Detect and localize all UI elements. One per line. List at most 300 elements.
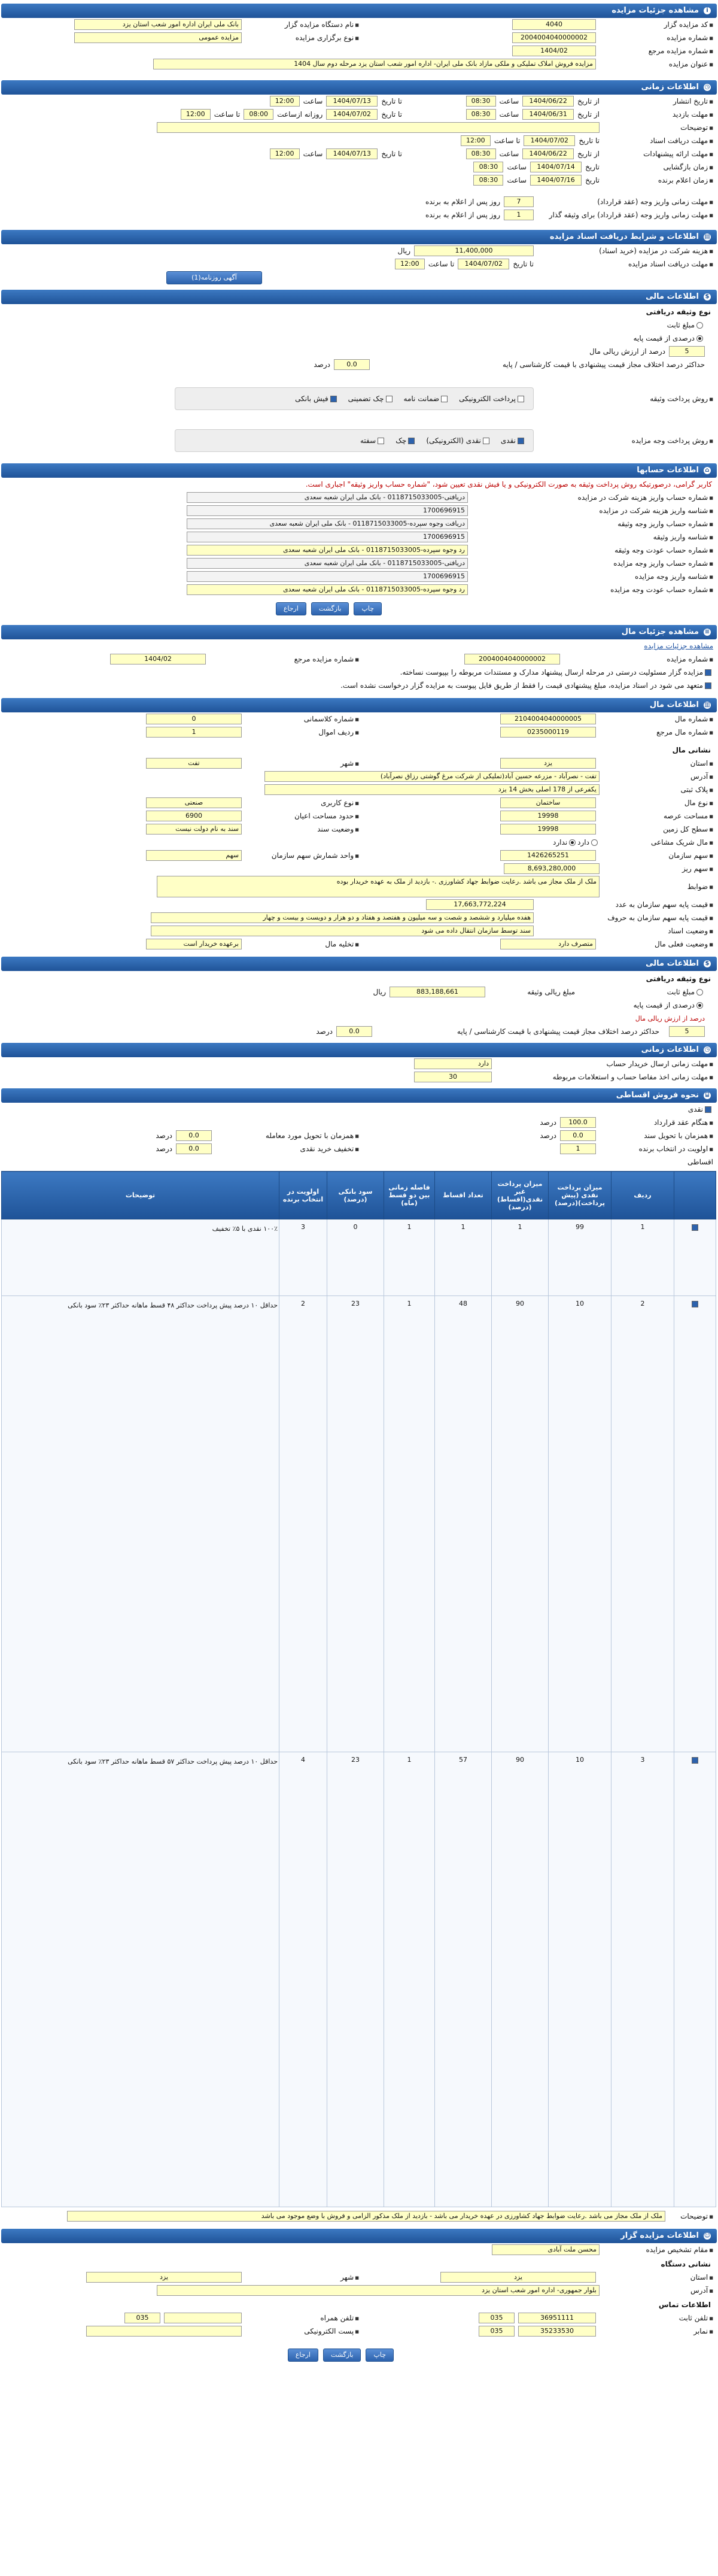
row-final-price <box>1 898 717 911</box>
percent-base2-label: درصدی از قیمت پایه <box>633 1001 695 1009</box>
account-field: 1700696915 <box>187 505 468 516</box>
item-auction-no-field: 2004004040000002 <box>464 654 560 665</box>
fax-label: ■ نمابر <box>600 2327 713 2335</box>
percent-base2-radio[interactable] <box>696 1002 703 1009</box>
account-row <box>1 570 717 583</box>
deposit-method-cheque-label: چک تضمینی <box>348 395 384 403</box>
fixed-amount2-radio[interactable] <box>696 989 703 996</box>
contact-address-title: نشانی دستگاه <box>661 2260 711 2268</box>
cell-gap: 1 <box>384 1219 435 1296</box>
row-area <box>1 809 717 823</box>
bid-from-field: 1404/06/22 <box>522 148 574 159</box>
account-label: ■ شماره حساب عودت وجه مزایده <box>468 585 713 594</box>
col-desc: توضیحات <box>2 1172 279 1219</box>
sale-notes-field: ملک از ملک مجاز می باشد .رعایت ضوابط جهاد کشاورزی در عهده خریدار می باشد - بازدید از ملک مذکور الزامی و فروش با وضع موجود می باشد <box>67 2211 665 2222</box>
ref-no-label: ■ شماره مال مرجع <box>600 728 713 736</box>
opening-time-field: 08:30 <box>473 162 503 172</box>
money-icon: $ <box>704 960 711 967</box>
publish-date-label: ■ تاریخ انتشار <box>600 97 713 105</box>
bid-discount-unit: درصد <box>156 1145 172 1153</box>
percent-hint2: درصد از ارزش ریالی مال <box>635 1014 705 1022</box>
address-label: ■ آدرس <box>600 772 713 781</box>
visit-time-field: 08:30 <box>466 109 496 120</box>
winner-payment-suffix: روز پس از اعلام به برنده <box>425 198 500 206</box>
fixed-amount-radio[interactable] <box>696 322 703 329</box>
cell-interest: 23 <box>327 1752 384 2207</box>
status-label: ■ وضعیت سند <box>245 825 359 833</box>
land-area-label: ■ سطح کل زمین <box>600 825 713 833</box>
email-field <box>86 2326 242 2337</box>
contact-address-label: ■ آدرس <box>600 2286 713 2295</box>
visit-daily-to-field: 12:00 <box>181 109 211 120</box>
row-plaque <box>1 783 717 796</box>
opening-date-field: 1404/07/14 <box>530 162 582 172</box>
opening-label: ■ زمان بازگشایی <box>600 163 713 171</box>
property-title: اطلاعات مال <box>649 700 699 709</box>
clock-icon: ◷ <box>704 84 710 90</box>
installment-table <box>1 1171 716 2207</box>
row-contact-address <box>1 2284 717 2297</box>
priority-label: ■ اولویت در انتخاب برنده <box>600 1145 713 1153</box>
account-row <box>1 504 717 517</box>
refer-button[interactable]: ارجاع <box>276 602 306 615</box>
row-notes <box>1 121 717 134</box>
auction-type-field: مزایده عمومی <box>74 32 242 43</box>
col-noncash: میزان پرداخت غیر نقدی(اقساط) (درصد) <box>492 1172 549 1219</box>
percent-value-field: 5 <box>669 346 705 357</box>
fixed-amount2-field: 883,188,661 <box>390 987 485 997</box>
evacuate-label: ■ تخلیه مال <box>245 940 359 948</box>
email-label: ■ پست الکترونیکی <box>245 2327 359 2335</box>
list-icon: ≡ <box>704 629 710 635</box>
account-field: 1700696915 <box>187 532 468 542</box>
cell-idx: 2 <box>611 1296 674 1752</box>
share-label: ■ مال شریک مشاعی <box>600 838 713 846</box>
share-unit-field: سهم <box>146 850 242 861</box>
row-item-ref <box>1 653 717 666</box>
row-reference-number <box>1 44 717 57</box>
cart-icon: ⌸ <box>704 1092 711 1099</box>
timing-section-header <box>1 80 717 95</box>
fixed-amount-label: مبلغ ثابت <box>667 321 695 329</box>
publish-time-label: ساعت <box>499 97 519 105</box>
cell-gap: 1 <box>384 1296 435 1752</box>
col-priority: اولویت در انتخاب برنده <box>279 1172 327 1219</box>
use-type-field: صنعتی <box>146 797 242 808</box>
deposit-method-electronic-check[interactable] <box>518 396 524 402</box>
col-gap: فاصله زمانی بین دو قسط (ماه) <box>384 1172 435 1219</box>
deposit-method-electronic[interactable] <box>459 395 526 403</box>
item-auction-no-label: ■ شماره مزایده <box>564 655 713 663</box>
share-no-label: ندارد <box>553 838 568 846</box>
contact-province-field: یزد <box>440 2272 596 2283</box>
row-item-check1 <box>1 666 717 679</box>
row-address <box>1 770 717 783</box>
contact-button-bar <box>1 2343 717 2368</box>
auction-title-field: مزایده فروش املاک تملیکی و ملکی مازاد بانک ملی ایران- اداره امور شعب استان یزد مرحله دوم سال 1404 <box>153 59 596 69</box>
current-status-label: ■ وضعیت فعلی مال <box>600 940 713 948</box>
row-select-cell <box>674 1752 716 2207</box>
evacuate-field: برعهده خریدار است <box>146 939 242 949</box>
area-field: 19998 <box>500 811 596 821</box>
item-check1-box[interactable] <box>705 669 711 676</box>
contact-city-field: یزد <box>86 2272 242 2283</box>
item-check1-label: مزایده گزار مسئولیت درستی در مرحله ارسال پیشنهاد مدارک و مستندات مربوطه را بپیوست نساخته. <box>400 668 703 676</box>
max-diff-unit: درصد <box>314 360 330 369</box>
print-button[interactable]: چاپ <box>366 2349 394 2362</box>
payment-method-note[interactable] <box>360 436 386 445</box>
notes-label: ■ توضیحات <box>600 123 713 132</box>
row-fax <box>1 2325 717 2338</box>
bid-deadline-label: ■ مهلت ارائه پیشنهادات <box>600 150 713 158</box>
sale-section-header <box>1 1088 717 1103</box>
row-percent-hint2 <box>1 1012 717 1025</box>
item-no-label: ■ شماره مال <box>600 715 713 723</box>
reference-number-field: 1404/02 <box>512 45 596 56</box>
payment-method-cash-label: نقدی <box>500 436 516 445</box>
row-publish <box>1 95 717 108</box>
row-delivery-days <box>1 1070 717 1084</box>
auction-code-field: 4040 <box>512 19 596 30</box>
row-select-check[interactable] <box>692 1301 698 1307</box>
finance-section-header <box>1 290 717 304</box>
row-select-cell <box>674 1219 716 1296</box>
priority-field: 1 <box>560 1143 596 1154</box>
view-auction-details-link[interactable]: مشاهده جزئیات مزایده <box>644 642 713 650</box>
winner-time-field: 08:30 <box>473 175 503 186</box>
winner-date-label: تاریخ <box>585 176 600 184</box>
doc-status-field: سند توسط سازمان انتقال داده می شود <box>151 926 534 936</box>
row-item-no <box>1 712 717 726</box>
deposit-type2-label: نوع وثیقه دریافتی <box>646 975 711 983</box>
row-org <box>1 2243 717 2256</box>
row-province <box>1 757 717 770</box>
contact-province-label: ■ استان <box>600 2273 713 2281</box>
row-deposit-method <box>1 387 717 411</box>
col-select <box>674 1172 716 1219</box>
contract-unit: درصد <box>540 1118 556 1127</box>
max-diff-label: حداکثر درصد اختلاف مجاز قیمت پیشنهادی با قیمت کارشناسی / پایه <box>502 360 705 369</box>
auction-number-label: ■ شماره مزایده <box>600 34 713 42</box>
bid-to-time-label: ساعت <box>303 150 323 158</box>
row-doc-status <box>1 924 717 937</box>
auctioneer-name-field: بانک ملی ایران اداره امور شعب استان یزد <box>74 19 242 30</box>
bid-from-label: از تاریخ <box>577 150 600 158</box>
row-auction-number <box>1 31 717 44</box>
visit-daily-to-label: تا ساعت <box>214 110 241 119</box>
row-max-diff <box>1 358 717 371</box>
auctioneer-name-label: ■ نام دستگاه مزایده گزار <box>245 20 359 29</box>
ref-no-field: 0235000119 <box>500 727 596 738</box>
winner-second-suffix: روز پس از اعلام به برنده <box>425 211 500 219</box>
visit-to-field: 1404/07/02 <box>326 109 378 120</box>
max-diff-field: 0.0 <box>334 359 370 370</box>
payment-method-electronic-check[interactable] <box>483 438 489 444</box>
sale-delivery2-label: ■ همزمان با تحویل مورد معامله <box>215 1131 359 1140</box>
row-share-val <box>1 849 717 862</box>
money-icon: $ <box>704 293 711 301</box>
fee-unit: ریال <box>397 247 410 255</box>
share-no-radio[interactable] <box>569 839 576 846</box>
doc-receive-time-field: 12:00 <box>461 135 491 146</box>
payment-method-electronic[interactable] <box>426 436 491 445</box>
doc-receive-to-label: تا تاریخ <box>579 136 600 145</box>
deposit-method-guarantee-check[interactable] <box>441 396 448 402</box>
winner-payment-days-field: 7 <box>504 196 534 207</box>
deposit-method-receipt[interactable] <box>295 395 338 403</box>
account-field: رد وجوه سپرده-0118715033005 - بانک ملی ایران شعبه سعدی <box>187 545 468 556</box>
account-label: ■ شناسه واریز وثیقه <box>468 533 713 541</box>
building-type-label: ■ نوع مال <box>600 799 713 807</box>
back-button[interactable]: بازگشت <box>323 2349 361 2362</box>
cell-noncash: 90 <box>492 1752 549 2207</box>
delivery-field: دارد <box>414 1058 492 1069</box>
row-fixed-amount <box>1 318 717 332</box>
row-visit <box>1 108 717 121</box>
contract-field: 100.0 <box>560 1117 596 1128</box>
col-idx: ردیف <box>611 1172 674 1219</box>
sale-delivery-label: ■ همزمان با تحویل سند <box>600 1131 713 1140</box>
bid-to-time-field: 12:00 <box>270 148 300 159</box>
final-price-label: ■ قیمت پایه سهم سازمان به عدد <box>534 900 713 909</box>
item-details-title: مشاهده جزئیات مال <box>621 627 699 636</box>
auction-type-label: ■ نوع برگزاری مزایده <box>245 34 359 42</box>
opening-date-label: تاریخ <box>585 163 600 171</box>
show-ad-button[interactable]: آگهی روزنامه(1) <box>166 271 262 284</box>
auction-code-label: ■ کد مزایده گزار <box>600 20 713 29</box>
max-diff2-label: حداکثر درصد اختلاف مجاز قیمت پیشنهادی با قیمت کارشناسی / پایه <box>457 1027 659 1036</box>
contract-label: ■ هنگام عقد قرارداد <box>600 1118 713 1127</box>
account-row <box>1 544 717 557</box>
table-row <box>2 1219 716 1296</box>
cell-desc: حداقل ۱۰ درصد پیش پرداخت حداکثر ۵۷ قسط ماهانه حداکثر ۲۳٪ سود بانکی <box>2 1752 279 2207</box>
phone-code-field: 035 <box>479 2313 515 2323</box>
contact-city-label: ■ شهر <box>245 2273 359 2281</box>
timing2-title: اطلاعات زمانی <box>641 1045 699 1054</box>
deposit-method-receipt-label: فیش بانکی <box>295 395 328 403</box>
doc-status-label: ■ وضعیت اسناد <box>534 927 713 935</box>
row-doc-receive <box>1 134 717 147</box>
fee-deadline-label: ■ مهلت دریافت اسناد مزایده <box>534 260 713 268</box>
payment-method-box <box>175 429 534 452</box>
account-row <box>1 517 717 530</box>
deposit-method-receipt-check[interactable] <box>330 396 337 402</box>
account-row <box>1 557 717 570</box>
price-words-label: ■ قیمت پایه سهم سازمان به حروف <box>534 914 713 922</box>
publish-to-time-label: ساعت <box>303 97 323 105</box>
account-label: ■ شماره حساب واریز هزینه شرکت در مزایده <box>468 493 713 502</box>
fixed-amount2-unit: ریال <box>373 988 386 996</box>
visit-from-field: 1404/06/31 <box>522 109 574 120</box>
row-select-check[interactable] <box>692 1757 698 1764</box>
col-cash: میزان پرداخت نقدی (پیش پرداخت)(درصد) <box>549 1172 611 1219</box>
row-auction-code <box>1 18 717 31</box>
deposit-method-guarantee[interactable] <box>404 395 450 403</box>
payment-method-cash[interactable] <box>501 436 526 445</box>
cell-priority: 3 <box>279 1219 327 1296</box>
item-check2-box[interactable] <box>705 682 711 689</box>
percent-base-radio[interactable] <box>696 335 703 342</box>
bid-time-label: ساعت <box>499 150 519 158</box>
fixed-amount2-label: مبلغ ثابت <box>667 988 695 996</box>
sale-title: نحوه فروش اقساطی <box>616 1091 699 1100</box>
finance2-section-header <box>1 957 717 971</box>
winner-time-label: ساعت <box>507 176 527 184</box>
row-winner <box>1 174 717 187</box>
doc-fee-section-header <box>1 230 717 244</box>
item-details-section-header <box>1 625 717 639</box>
publish-from-label: از تاریخ <box>577 97 600 105</box>
payment-method-note-check[interactable] <box>378 438 384 444</box>
phone-field: 36951111 <box>518 2313 596 2323</box>
built-area-field: 6900 <box>146 811 242 821</box>
item-no-field: 2104004040000005 <box>500 714 596 724</box>
cash-check[interactable] <box>705 1106 711 1113</box>
row-sale-notes <box>1 2210 717 2223</box>
address-field: تفت - نصرآباد - مزرعه حسین آباد(تملیکی از شرکت مرغ گوشتی رزاق نصرآباد) <box>264 771 600 782</box>
payment-method-cash-check[interactable] <box>518 438 524 444</box>
doc-fee-title: اطلاعات و شرایط دریافت اسناد مزایده <box>549 232 699 241</box>
rule-label: ■ ضوابط <box>600 882 713 891</box>
percent-value2-field: 5 <box>669 1026 705 1037</box>
final-price-field: 17,663,772,224 <box>426 899 534 910</box>
max-diff2-field: 0.0 <box>336 1026 372 1037</box>
fax-field: 35233530 <box>518 2326 596 2337</box>
accounts-button-bar <box>1 596 717 621</box>
cell-cash: 10 <box>549 1296 611 1752</box>
accounts-section-header <box>1 463 717 478</box>
built-area-label: ■ حدود مساحت اعیان <box>245 812 359 820</box>
mobile-code-field: 035 <box>124 2313 160 2323</box>
cell-noncash: 1 <box>492 1219 549 1296</box>
winner-payment-label: ■ مهلت زمانی واریز وجه (عقد قرارداد) <box>534 198 713 206</box>
fee-label: ■ هزینه شرکت در مزایده (خرید اسناد) <box>534 247 713 255</box>
plaque-field: یکفرعی از 178 اصلی بخش 14 یزد <box>264 784 600 795</box>
class-count-field: 0 <box>146 714 242 724</box>
delivery-days-label: ■ مهلت زمانی اخذ مفاصا حساب و استعلامات مربوطه <box>492 1073 713 1081</box>
cell-interest: 0 <box>327 1219 384 1296</box>
row-item-link <box>1 639 717 653</box>
row-cash <box>1 1103 717 1116</box>
payment-method-cheque-check[interactable] <box>408 438 415 444</box>
sale-notes-label: ■ توضیحات <box>665 2212 713 2220</box>
base-price-label: ■ سهم ریز <box>600 864 713 873</box>
auction-number-field: 2004004040000002 <box>512 32 596 43</box>
cell-count: 48 <box>435 1296 492 1752</box>
price-words-field: هفده میلیارد و ششصد و شصت و سه میلیون و هفتصد و هفتاد و دو هزار و دویست و بیست و چهار <box>151 912 534 923</box>
sale-delivery-unit: درصد <box>540 1131 556 1140</box>
row-percent-base <box>1 332 717 345</box>
row-contract <box>1 1116 717 1129</box>
property-section-header <box>1 698 717 712</box>
row-fee <box>1 244 717 257</box>
fee-to-label: تا تاریخ <box>513 260 534 268</box>
row-delivery <box>1 1057 717 1070</box>
land-area-field: 19998 <box>500 824 596 835</box>
base-price-field: 8,693,280,000 <box>504 863 600 874</box>
account-label: ■ شناسه واریز وجه مزایده <box>468 572 713 581</box>
percent-base-label: درصدی از قیمت پایه <box>633 334 695 342</box>
row-percent-base2 <box>1 999 717 1012</box>
document-icon: ▤ <box>704 233 710 240</box>
row-share <box>1 836 717 849</box>
share-yes-radio[interactable] <box>591 839 598 846</box>
mobile-label: ■ تلفن همراه <box>245 2314 359 2322</box>
row-price-words <box>1 911 717 924</box>
contact-title: اطلاعات مزایده گزار <box>620 2231 699 2240</box>
account-field: دریافتی-0118715033005 - بانک ملی ایران شعبه سعدی <box>187 492 468 503</box>
delivery-label: ■ مهلت زمانی ارسال خریدار حساب <box>492 1060 713 1068</box>
back-button[interactable]: بازگشت <box>311 602 349 615</box>
winner-second-label: ■ مهلت زمانی واریز وجه (عقد قرارداد) برای وثیقه گذار <box>534 211 713 219</box>
share-yes-label: دارد <box>577 838 589 846</box>
visit-daily-label: روزانه ازساعت <box>277 110 323 119</box>
visit-from-label: از تاریخ <box>577 110 600 119</box>
plaque-label: ■ پلاک ثبتی <box>600 785 713 794</box>
details-title: مشاهده جزئیات مزایده <box>611 6 699 15</box>
cell-count: 57 <box>435 1752 492 2207</box>
refer-button[interactable]: ارجاع <box>288 2349 318 2362</box>
winner-second-days-field: 1 <box>504 210 534 220</box>
user-icon: ☺ <box>704 2232 711 2239</box>
account-label: ■ شناسه واریز هزینه شرکت در مزایده <box>468 506 713 515</box>
cell-priority: 4 <box>279 1752 327 2207</box>
row-select-check[interactable] <box>692 1224 698 1231</box>
fee-time-label: تا ساعت <box>428 260 455 268</box>
row-land-area <box>1 823 717 836</box>
row-payment-method <box>1 429 717 453</box>
installment-header-row <box>2 1172 716 1219</box>
row-auction-title <box>1 57 717 71</box>
row-ref-no <box>1 726 717 739</box>
table-row <box>2 1296 716 1752</box>
deposit-method-cheque-check[interactable] <box>386 396 393 402</box>
details-section-header <box>1 4 717 18</box>
visit-to-label: تا تاریخ <box>381 110 402 119</box>
item-ref-label: ■ شماره مزایده مرجع <box>209 655 359 663</box>
deposit-method-label: ■ روش پرداخت وثیقه <box>534 395 713 403</box>
row-use-type <box>1 796 717 809</box>
cell-idx: 3 <box>611 1752 674 2207</box>
sale-delivery-field: 0.0 <box>560 1130 596 1141</box>
share-val-label: ■ سهم سازمان <box>600 851 713 860</box>
payment-method-cheque[interactable] <box>395 436 416 445</box>
address-title: نشانی مال <box>672 746 711 754</box>
print-button[interactable]: چاپ <box>354 602 382 615</box>
account-label: ■ شماره حساب واریز وجه مزایده <box>468 559 713 568</box>
rule-field: ملک از ملک مجاز می باشد .رعایت ضوابط جهاد کشاورزی .- بازدید از ملک به عهده خریدار بوده <box>157 876 600 897</box>
col-interest: سود بانکی (درصد) <box>327 1172 384 1219</box>
auction-title-label: ■ عنوان مزایده <box>600 60 713 68</box>
row-delivery-sale <box>1 1129 717 1142</box>
col-count: تعداد اقساط <box>435 1172 492 1219</box>
winner-date-field: 1404/07/16 <box>530 175 582 186</box>
area-label: ■ مساحت عرصه <box>600 812 713 820</box>
city-field: تفت <box>146 758 242 769</box>
cell-idx: 1 <box>611 1219 674 1296</box>
contact-info-title: اطلاعات تماس <box>658 2301 711 2309</box>
deposit-method-cheque[interactable] <box>348 395 394 403</box>
cell-desc: ۱۰۰٪ نقدی با ۵٪ تخفیف <box>2 1219 279 1296</box>
page <box>1 4 717 2368</box>
row-percent-value2 <box>1 1025 717 1038</box>
bid-discount-field: 0.0 <box>176 1143 212 1154</box>
row-winner-second <box>1 208 717 222</box>
cell-gap: 1 <box>384 1752 435 2207</box>
winner-label: ■ زمان اعلام برنده <box>600 176 713 184</box>
cell-interest: 23 <box>327 1296 384 1752</box>
visit-label: ■ مهلت بازدید <box>600 110 713 119</box>
